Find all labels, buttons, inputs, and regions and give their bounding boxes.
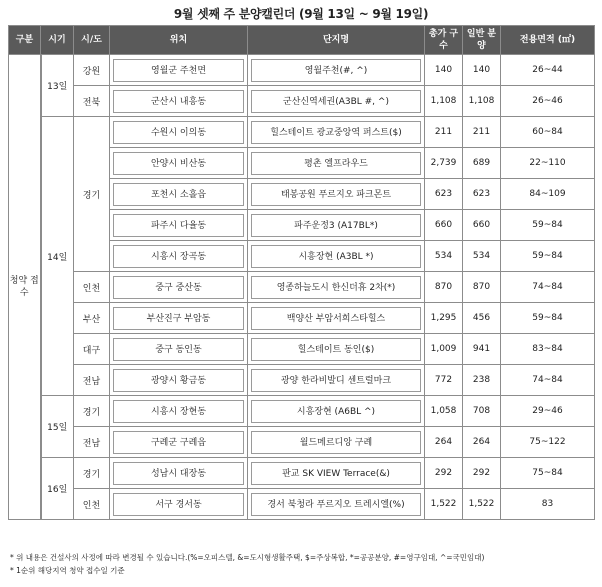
region-cell: 인천 [74, 272, 110, 303]
area-cell: 83 [501, 489, 595, 520]
total-units-cell: 1,009 [425, 334, 463, 365]
complex-cell [248, 458, 425, 489]
region-cell: 경기 [74, 458, 110, 489]
complex-text: 힐스테이트 동인($) [251, 338, 421, 361]
header-complex: 단지명 [248, 26, 425, 55]
footnote-legend: * 위 내용은 건설사의 사정에 따라 변경될 수 있습니다.(%=오피스텔, &=도시형생활주택, $=주상복합, *=공공분양, #=영구임대, ^=국민임대) [10, 553, 485, 562]
total-units-cell: 264 [425, 427, 463, 458]
subscription-calendar-table [8, 25, 595, 520]
header-row [9, 26, 595, 55]
complex-cell [248, 86, 425, 117]
complex-cell [248, 303, 425, 334]
area-cell: 83~84 [501, 334, 595, 365]
date-cell: 13일 [41, 55, 74, 117]
location-text: 성남시 대장동 [113, 462, 244, 485]
complex-cell [248, 148, 425, 179]
header-area: 전용면적 (㎡) [501, 26, 595, 55]
location-cell [110, 179, 248, 210]
general-units-cell: 689 [463, 148, 501, 179]
total-units-cell: 140 [425, 55, 463, 86]
general-units-cell: 1,522 [463, 489, 501, 520]
page-title: 9월 셋째 주 분양캘린더 (9월 13일 ~ 9월 19일) [173, 7, 429, 21]
total-units-cell: 623 [425, 179, 463, 210]
area-cell: 60~84 [501, 117, 595, 148]
general-units-cell: 870 [463, 272, 501, 303]
location-cell [110, 117, 248, 148]
region-cell: 전북 [74, 86, 110, 117]
total-units-cell: 1,058 [425, 396, 463, 427]
location-text: 광양시 황금동 [113, 369, 244, 392]
table-row [9, 334, 595, 365]
total-units-cell: 660 [425, 210, 463, 241]
location-text: 시흥시 장곡동 [113, 245, 244, 268]
header-total-units: 총가 구수 [425, 26, 463, 55]
general-units-cell: 238 [463, 365, 501, 396]
complex-cell [248, 365, 425, 396]
region-cell: 경기 [74, 117, 110, 272]
complex-text: 백양산 부암서희스타힐스 [251, 307, 421, 330]
complex-text: 파주운정3 (A17BL*) [251, 214, 421, 237]
complex-cell [248, 117, 425, 148]
complex-cell [248, 179, 425, 210]
total-units-cell: 211 [425, 117, 463, 148]
complex-text: 영종하늘도시 한신더휴 2차(*) [251, 276, 421, 299]
general-units-cell: 211 [463, 117, 501, 148]
table-row [9, 303, 595, 334]
region-cell: 전남 [74, 365, 110, 396]
table-row [9, 86, 595, 117]
area-cell: 59~84 [501, 303, 595, 334]
area-cell: 74~84 [501, 272, 595, 303]
general-units-cell: 623 [463, 179, 501, 210]
region-cell: 대구 [74, 334, 110, 365]
location-cell [110, 241, 248, 272]
date-cell: 15일 [41, 396, 74, 458]
location-text: 포천시 소흘읍 [113, 183, 244, 206]
table-row [9, 427, 595, 458]
complex-text: 영월주천(#, ^) [251, 59, 421, 82]
general-units-cell: 708 [463, 396, 501, 427]
location-text: 파주시 다율동 [113, 214, 244, 237]
total-units-cell: 1,295 [425, 303, 463, 334]
general-units-cell: 292 [463, 458, 501, 489]
date-cell: 16일 [41, 458, 74, 520]
location-cell [110, 55, 248, 86]
location-cell [110, 458, 248, 489]
complex-cell [248, 55, 425, 86]
header-general-units: 일반 분양 [463, 26, 501, 55]
complex-text: 시흥장현 (A6BL ^) [251, 400, 421, 423]
complex-cell [248, 272, 425, 303]
date-cell: 14일 [41, 117, 74, 396]
location-text: 시흥시 장현동 [113, 400, 244, 423]
table-row [9, 117, 595, 148]
location-cell [110, 365, 248, 396]
location-text: 안양시 비산동 [113, 152, 244, 175]
table-row [9, 489, 595, 520]
area-cell: 75~122 [501, 427, 595, 458]
total-units-cell: 2,739 [425, 148, 463, 179]
area-cell: 59~84 [501, 210, 595, 241]
complex-text: 시흥장현 (A3BL *) [251, 245, 421, 268]
location-cell [110, 148, 248, 179]
location-text: 서구 경서동 [113, 493, 244, 516]
complex-cell [248, 427, 425, 458]
area-cell: 74~84 [501, 365, 595, 396]
location-cell [110, 489, 248, 520]
table-row [9, 55, 595, 86]
complex-cell [248, 396, 425, 427]
total-units-cell: 1,108 [425, 86, 463, 117]
region-cell: 부산 [74, 303, 110, 334]
complex-cell [248, 210, 425, 241]
complex-cell [248, 489, 425, 520]
location-text: 영월군 주천면 [113, 59, 244, 82]
region-cell: 인천 [74, 489, 110, 520]
total-units-cell: 870 [425, 272, 463, 303]
complex-text: 힐스테이트 광교중앙역 퍼스트($) [251, 121, 421, 144]
total-units-cell: 1,522 [425, 489, 463, 520]
location-cell [110, 86, 248, 117]
header-category: 구분 [9, 26, 41, 55]
area-cell: 26~46 [501, 86, 595, 117]
complex-text: 광양 한라비발디 센트럴마크 [251, 369, 421, 392]
general-units-cell: 1,108 [463, 86, 501, 117]
complex-text: 평촌 엘프라우드 [251, 152, 421, 175]
complex-cell [248, 334, 425, 365]
footnotes [10, 551, 484, 577]
table-row [9, 272, 595, 303]
general-units-cell: 534 [463, 241, 501, 272]
total-units-cell: 292 [425, 458, 463, 489]
area-cell: 59~84 [501, 241, 595, 272]
location-cell [110, 272, 248, 303]
total-units-cell: 772 [425, 365, 463, 396]
location-text: 군산시 내흥동 [113, 90, 244, 113]
complex-text: 판교 SK VIEW Terrace(&) [251, 462, 421, 485]
area-cell: 29~46 [501, 396, 595, 427]
header-date: 시기 [41, 26, 74, 55]
header-location: 위치 [110, 26, 248, 55]
area-cell: 22~110 [501, 148, 595, 179]
general-units-cell: 660 [463, 210, 501, 241]
general-units-cell: 264 [463, 427, 501, 458]
location-cell [110, 303, 248, 334]
complex-text: 군산신역세권(A3BL #, ^) [251, 90, 421, 113]
location-cell [110, 396, 248, 427]
location-text: 부산진구 부암동 [113, 307, 244, 330]
complex-text: 경서 북청라 푸르지오 트레시엘(%) [251, 493, 421, 516]
area-cell: 75~84 [501, 458, 595, 489]
location-text: 중구 동인동 [113, 338, 244, 361]
region-cell: 강원 [74, 55, 110, 86]
header-region: 시/도 [74, 26, 110, 55]
general-units-cell: 140 [463, 55, 501, 86]
location-text: 구례군 구례읍 [113, 431, 244, 454]
area-cell: 84~109 [501, 179, 595, 210]
location-cell [110, 334, 248, 365]
complex-text: 태봉공원 푸르지오 파크몬트 [251, 183, 421, 206]
footnote-basis: * 1순위 해당지역 청약 접수일 기준 [10, 566, 125, 575]
table-row [9, 396, 595, 427]
location-text: 수원시 이의동 [113, 121, 244, 144]
category-cell: 청약 접수 [9, 55, 41, 520]
table-row [9, 365, 595, 396]
region-cell: 경기 [74, 396, 110, 427]
location-cell [110, 210, 248, 241]
complex-text: 월드메르디앙 구례 [251, 431, 421, 454]
location-text: 중구 중산동 [113, 276, 244, 299]
table-row [9, 458, 595, 489]
region-cell: 전남 [74, 427, 110, 458]
complex-cell [248, 241, 425, 272]
area-cell: 26~44 [501, 55, 595, 86]
location-cell [110, 427, 248, 458]
general-units-cell: 456 [463, 303, 501, 334]
general-units-cell: 941 [463, 334, 501, 365]
total-units-cell: 534 [425, 241, 463, 272]
